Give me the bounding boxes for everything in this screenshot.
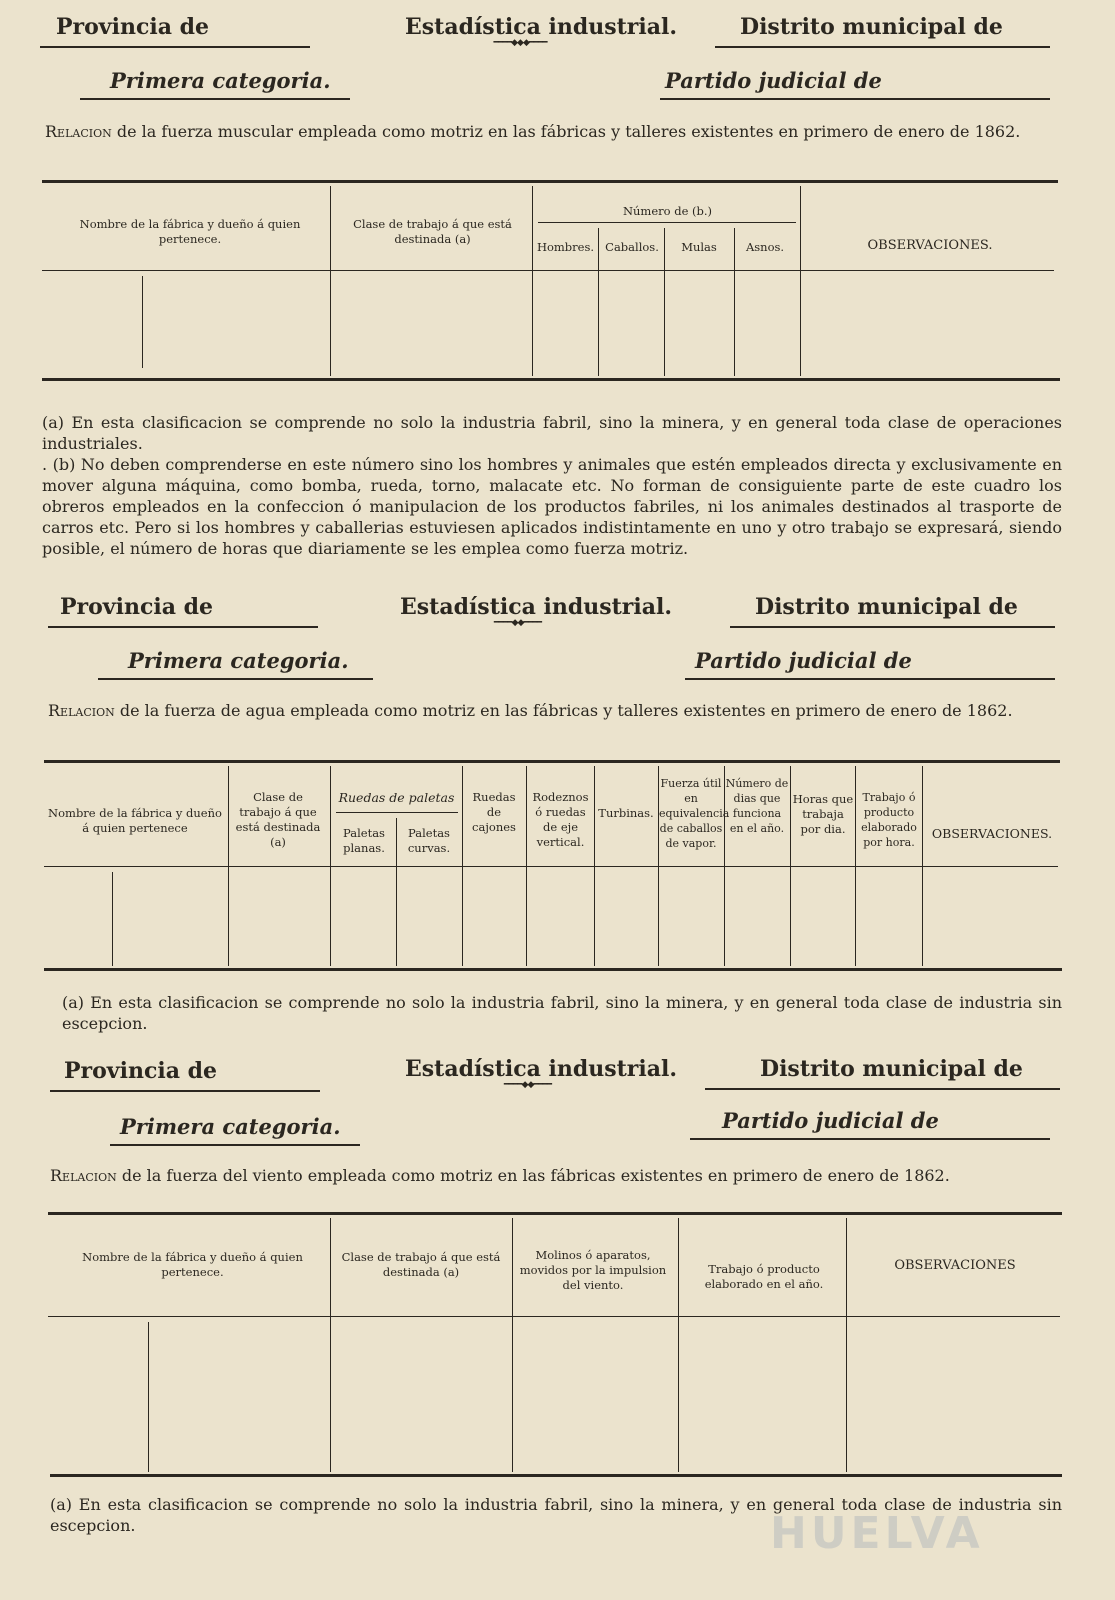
estadistica-title: Estadística industrial.: [400, 594, 673, 620]
archive-stamp: HUELVA: [770, 1508, 984, 1559]
distrito-underline: [730, 626, 1055, 628]
relacion-text: de la fuerza del viento empleada como motriz en las fábricas existentes en primero de enero de 1862.: [121, 1166, 950, 1185]
relacion-heading: [50, 1166, 950, 1185]
col-trabajo: Trabajo ó producto elaborado en el año.: [704, 1262, 824, 1291]
categoria-label: Primera categoria.: [128, 648, 349, 673]
relacion-word: Relacion: [50, 1166, 117, 1185]
partido-label: Partido judicial de: [665, 68, 882, 93]
partido-label: Partido judicial de: [695, 648, 912, 673]
col-observaciones: OBSERVACIONES: [894, 1258, 1016, 1273]
estadistica-title: Estadística industrial.: [405, 14, 678, 40]
estadistica-title: Estadística industrial.: [405, 1056, 678, 1082]
col-rodeznos: Rodeznos ó ruedas de eje vertical.: [532, 790, 589, 849]
note-a-muscular: (a) En esta clasificacion se comprende no solo la industria fabril, sino la minera, y en general toda clase de operaciones industriales.: [42, 413, 1062, 453]
relacion-text: de la fuerza muscular empleada como motriz en las fábricas y talleres existentes en primero de enero de 1862.: [116, 122, 1021, 141]
provincia-label: Provincia de: [60, 594, 213, 620]
col-turbinas: Turbinas.: [598, 806, 654, 820]
col-ruedas-paletas: Ruedas de paletas: [338, 790, 455, 805]
col-clase: Clase de trabajo á que está destinada (a): [353, 217, 512, 246]
partido-underline: [660, 98, 1050, 100]
categoria-label: Primera categoria.: [110, 68, 331, 93]
relacion-heading: [45, 122, 1020, 141]
col-observaciones: OBSERVACIONES.: [867, 238, 993, 253]
col-nombre: Nombre de la fábrica y dueño á quien pertenece.: [79, 217, 301, 246]
col-caballos: Caballos.: [605, 240, 659, 254]
col-numero: Número de (b.): [622, 204, 713, 218]
partido-underline: [685, 678, 1055, 680]
col-paletas-planas: Paletas planas.: [343, 826, 385, 855]
provincia-underline: [48, 626, 318, 628]
distrito-underline: [705, 1088, 1060, 1090]
relacion-heading: [48, 701, 1013, 720]
col-nombre: Nombre de la fábrica y dueño á quien pertenece.: [82, 1250, 303, 1279]
partido-label: Partido judicial de: [722, 1108, 939, 1133]
col-mulas: Mulas: [681, 240, 717, 254]
col-trabajo: Trabajo ó producto elaborado por hora.: [861, 791, 917, 849]
provincia-underline: [50, 1090, 320, 1092]
col-observaciones: OBSERVACIONES.: [931, 826, 1053, 841]
title-ornament-icon: ━━━━◆◆━━━━: [503, 1080, 552, 1090]
col-clase: Clase de trabajo á que está destinada (a): [341, 1250, 501, 1279]
relacion-word: Relacion: [48, 701, 115, 720]
col-molinos: Molinos ó aparatos, movidos por la impulsion del viento.: [519, 1248, 667, 1292]
categoria-underline: [80, 98, 350, 100]
partido-underline: [690, 1138, 1050, 1140]
relacion-text: de la fuerza de agua empleada como motriz en las fábricas y talleres existentes en primero de enero de 1862.: [119, 701, 1013, 720]
distrito-underline: [715, 46, 1050, 48]
distrito-label: Distrito municipal de: [740, 14, 1003, 40]
col-horas: Horas que trabaja por dia.: [792, 792, 854, 836]
categoria-underline: [98, 678, 373, 680]
col-asnos: Asnos.: [745, 240, 785, 254]
categoria-underline: [110, 1144, 360, 1146]
note-a-agua: (a) En esta clasificacion se comprende no solo la industria fabril, sino la minera, y en general toda clase de industria sin escepcion.: [62, 993, 1062, 1033]
provincia-underline: [40, 46, 310, 48]
provincia-label: Provincia de: [64, 1058, 217, 1084]
note-a-viento: (a) En esta clasificacion se comprende no solo la industria fabril, sino la minera, y en general toda clase de industria sin escepcion.: [50, 1495, 1062, 1535]
col-nombre: Nombre de la fábrica y dueño á quien pertenece: [48, 806, 222, 835]
col-clase: Clase de trabajo á que está destinada (a): [235, 790, 321, 849]
col-fuerza: Fuerza útil en equivalencia de caballos de vapor.: [659, 777, 730, 850]
categoria-label: Primera categoria.: [120, 1114, 341, 1139]
provincia-label: Provincia de: [56, 14, 209, 40]
note-b-muscular: . (b) No deben comprenderse en este número sino los hombres y animales que estén empleados directa y exclusivamente en mover alguna máquina, como bomba, rueda, torno, malacate etc. No forman de consiguiente parte de este cuadro los obreros empleados en la confeccion ó manipulacion de los productos fabriles, ni los animales destinados al trasporte de carros etc. Pero si los hombres y caballerias estuviesen aplicados indistintamente en uno y otro trabajo se expresará, siendo posible, el número de horas que diariamente se les emplea como fuerza motriz.: [42, 455, 1062, 558]
title-ornament-icon: ━━━━◆◆━━━━: [493, 618, 542, 628]
col-numero-dias: Número de dias que funciona en el año.: [725, 777, 789, 835]
distrito-label: Distrito municipal de: [755, 594, 1018, 620]
distrito-label: Distrito municipal de: [760, 1056, 1023, 1082]
col-paletas-curvas: Paletas curvas.: [407, 826, 451, 855]
title-ornament-icon: ━━━━◆◆◆━━━━: [493, 38, 547, 48]
col-ruedas-cajones: Ruedas de cajones: [472, 790, 516, 834]
col-hombres: Hombres.: [536, 240, 595, 254]
relacion-word: Relacion: [45, 122, 112, 141]
